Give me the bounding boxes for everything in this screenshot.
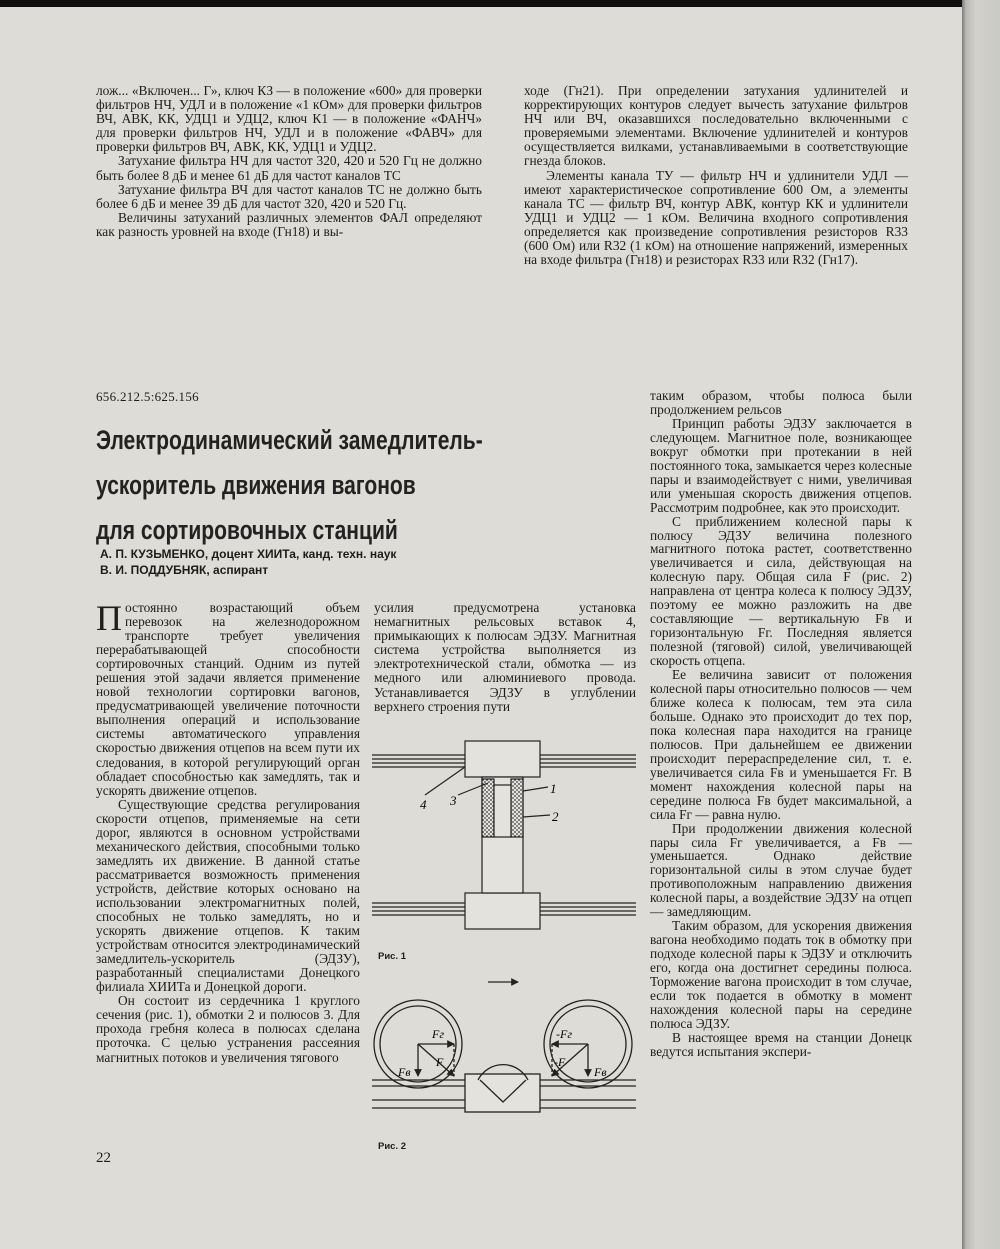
paragraph: Величины затуханий различных элементов ФАЛ определяют как разность уровней на входе (Гн18) и вы-	[96, 209, 482, 239]
article-column-3	[650, 389, 912, 1059]
paragraph: При продолжении движения колесной пары сила Fг увеличивается, а Fв — уменьшается. Однако действие горизонтальной силы в этом случае будет противоположным направлению движения колесной пары, а воздействие ЭДЗУ на отцеп — замедляющим.	[650, 820, 912, 920]
paragraph: усилия предусмотрена установка немагнитных рельсовых вставок 4, примыкающих к полюсам ЭДЗУ. Магнитная система устройства выполняется из электротехнической стали, обмотка — из медного или алюминиевого провода. Устанавливается ЭДЗУ в углублении верхнего строения пути	[374, 600, 636, 714]
figure-1-diagram	[370, 735, 638, 945]
fig1-label: 1	[550, 781, 557, 796]
article-column-2	[374, 601, 636, 714]
drop-cap: П	[96, 598, 122, 638]
author-line: А. П. КУЗЬМЕНКО, доцент ХИИТа, канд. техн. наук	[100, 547, 397, 561]
fig2-label: Fг	[432, 1027, 445, 1041]
figure-1-caption: Рис. 1	[378, 951, 407, 962]
paragraph: Затухание фильтра ВЧ для частот каналов ТС не должно быть более 6 дБ и менее 39 дБ для частот 320, 420 и 520 Гц.	[96, 181, 482, 211]
title-line: ускоритель движения вагонов	[96, 470, 416, 500]
udc-code: 656.212.5:625.156	[96, 389, 199, 404]
paragraph: С приближением колесной пары к полюсу ЭДЗУ величина полезного магнитного потока растет, соответственно увеличивается и сила, действующая на колесную пару. Общая сила F (рис. 2) направлена от центра колеса к полюсу ЭДЗУ, поэтому ее можно разложить на две составляющие — вертикальную Fв и горизонтальную Fг. Последняя является полезной (тяговой) силой, увеличивающей скорость отцепа.	[650, 513, 912, 669]
authors	[100, 546, 396, 578]
scan-right-edge	[962, 0, 1000, 1249]
fig2-label: -Fг	[556, 1027, 573, 1041]
paragraph: Ее величина зависит от положения колесной пары относительно полюсов — чем ближе колеса к полюсам, тем эта сила больше. Однако это происходит до тех пор, пока колесная пара находится на границе полюсов. При дальнейшем ее движении происходит перераспределение сил, т. е. увеличивается сила Fв и уменьшается Fг. В момент нахождения колесной пары на середине полюса Fв будет максимальной, а сила Fг — равна нулю.	[650, 667, 912, 822]
fig2-label: F	[436, 1055, 444, 1069]
top-left-column	[96, 84, 482, 239]
paragraph-text: остоянно возрастающий объем перевозок на железнодорожном транспорте требует увеличения перерабатывающей способности сортировочных станций. Одним из путей решения этой задачи является применение новой технологии сортировки вагонов, предусматривающей увеличение поточности выполнения операций и использование системы автоматического управления скоростью движения отцепов на всем пути их следования, в которой регулирующий орган обладает способностью как замедлять, так и ускорять движение отцепов.	[96, 600, 360, 798]
fig1-label: 4	[420, 797, 427, 812]
paragraph: Элементы канала ТУ — фильтр НЧ и удлинители УДЛ — имеют характеристическое сопротивление 600 Ом, а элементы канала ТС — фильтр ВЧ, контур АВК, контур КК и удлинители УДЦ1 и УДЦ2 — 1 кОм. Величина входного сопротивления определяется как произведение сопротивления резисторов R33 (600 Ом) или R32 (1 кОм) на отношение напряжений, измеренных на входе фильтра (Гн18) и резисторах R33 или R32 (Гн17).	[524, 167, 908, 268]
paragraph: В настоящее время на станции Донецк ведутся испытания экспери-	[650, 1029, 912, 1059]
paragraph: Существующие средства регулирования скорости отцепов, применяемые на сети дорог, являются в основном устройствами механического действия, способными только замедлять их движение. В данной статье рассматривается возможность применения устройств, действие которых основано на использовании электромагнитных полей, способных не только замедлять, но и ускорять движение отцепов. К таким устройствам относится электродинамический замедлитель-ускоритель (ЭДЗУ), разработанный специалистами Донецкого филиала ХИИТа и Донецкой дороги.	[96, 796, 360, 995]
paragraph: таким образом, чтобы полюса были продолжением рельсов	[650, 388, 912, 417]
author-line: В. И. ПОДДУБНЯК, аспирант	[100, 563, 269, 577]
article-title	[96, 418, 483, 553]
paragraph: Таким образом, для ускорения движения вагона необходимо подать ток в обмотку при подходе колесной пары к ЭДЗУ и отключить его, когда она достигнет середины полюса. Торможение вагона происходит в том случае, если ток подается в обмотку в момент нахождения колесной пары на середине полюса ЭДЗУ.	[650, 918, 912, 1031]
title-line: для сортировочных станций	[96, 515, 398, 545]
paragraph: Затухание фильтра НЧ для частот 320, 420 и 520 Гц не должно быть более 8 дБ и менее 61 дБ для частот каналов ТС	[96, 153, 482, 183]
article-column-1	[96, 598, 360, 1065]
fig2-label: -F	[554, 1055, 566, 1069]
paragraph: Принцип работы ЭДЗУ заключается в следующем. Магнитное поле, возникающее вокруг обмотки при протекании в ней постоянного тока, замыкается через колесные пары и взаимодействует с ними, увеличивая или уменьшая скорость движения отцепов. Рассмотрим подробнее, как это происходит.	[650, 415, 912, 515]
paragraph: лож... «Включен... Г», ключ КЗ — в положение «600» для проверки фильтров НЧ, УДЛ и в положение «1 кОм» для проверки фильтров ВЧ, АВК, КК, УДЦ1 и УДЦ2, ключ К1 — в положение «ФАНЧ» для проверки фильтров НЧ, УДЛ и в положение «ФАВЧ» для проверки фильтров ВЧ, АВК, КК, УДЦ1 и УДЦ2.	[96, 83, 482, 155]
page-number: 22	[96, 1150, 111, 1166]
fig2-label: Fв	[398, 1065, 411, 1079]
paragraph: Он состоит из сердечника 1 круглого сечения (рис. 1), обмотки 2 и полюсов 3. Для прохода гребня колеса в полюсах сделана проточка. С целью устранения рассеяния магнитных потоков и увеличения тягового	[96, 993, 360, 1065]
title-line: Электродинамический замедлитель-	[96, 425, 483, 455]
fig1-label: 3	[450, 793, 457, 808]
figure-2-caption: Рис. 2	[378, 1141, 407, 1152]
figure-2-diagram	[370, 962, 638, 1137]
scan-top-edge	[0, 0, 1000, 7]
paragraph: ходе (Гн21). При определении затухания удлинителей и корректирующих контуров следует вычесть затухание фильтров НЧ или ВЧ, оказавшихся последовательно включенными с проверяемыми элементами. Включение удлинителей и контуров осуществляется вилками, устанавливаемыми в соответствующие гнезда блоков.	[524, 83, 908, 169]
fig2-label: Fв	[594, 1065, 607, 1079]
paragraph	[96, 598, 360, 798]
top-right-column	[524, 84, 908, 267]
fig1-label: 2	[552, 809, 559, 824]
